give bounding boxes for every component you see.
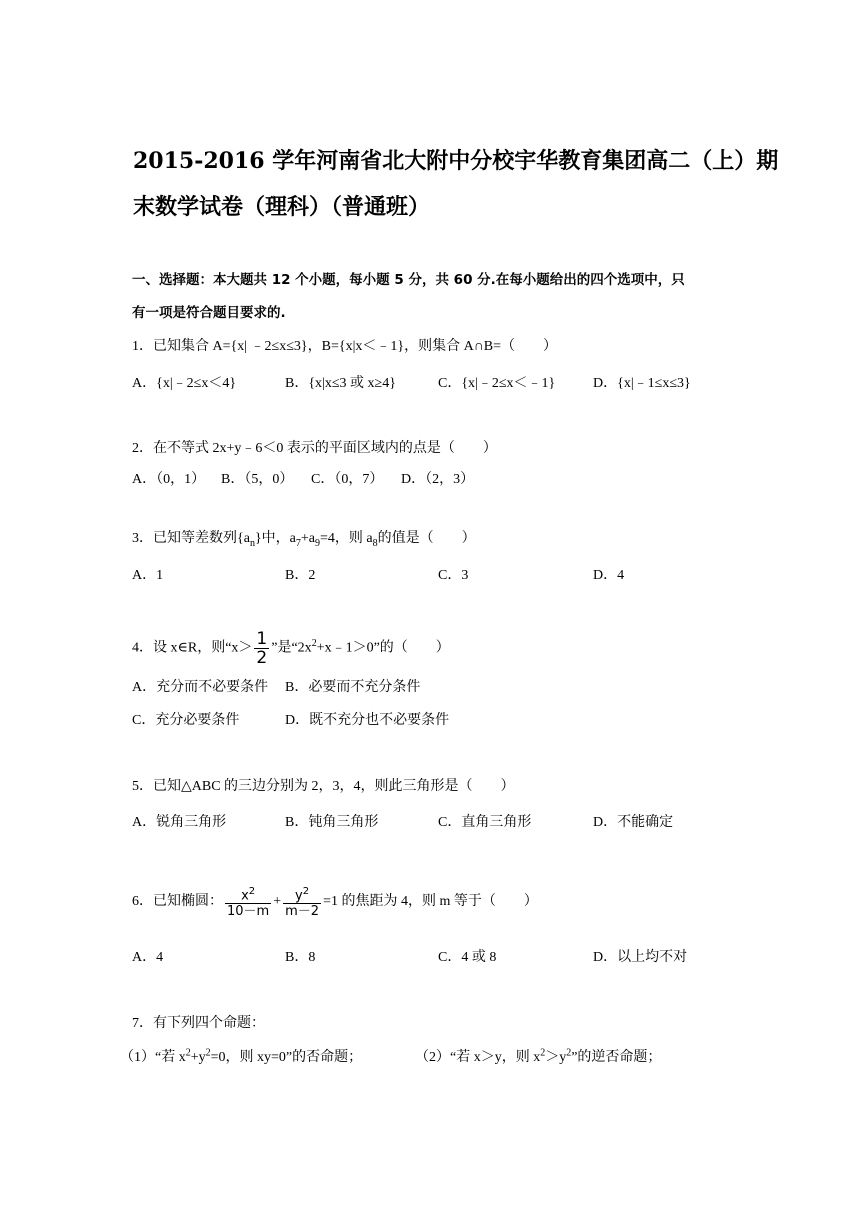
question-5-option-d: D．不能确定 [593, 815, 674, 830]
question-5-option-a: A．锐角三角形 [132, 815, 227, 830]
question-7-proposition-1: （1）“若 $x^2+y^2=0$，则 xy=0”的否命题； [120, 1047, 363, 1065]
section-heading-line-2: 有一项是符合题目要求的. [132, 305, 286, 321]
question-1-option-a: A．{x|﹣2≤x＜4} [132, 376, 237, 391]
question-7-proposition-2: （2）“若 x＞y，则 $x^2>y^2$”的逆否命题； [415, 1047, 662, 1065]
question-2-option-a: A．（0，1） [132, 472, 206, 487]
question-4-option-b: B．必要而不充分条件 [285, 680, 421, 695]
question-5-stem: 5．已知△ABC 的三边分别为 2，3，4，则此三角形是（ ） [132, 779, 515, 794]
question-3-option-b: B．2 [285, 568, 316, 583]
question-3-stem: 3．已知等差数列$\{a_n\}$中，$a_7+a_9=4$，则 $a_8$的值是（ ） [132, 531, 476, 549]
question-5-option-c: C．直角三角形 [438, 815, 532, 830]
question-1-option-b: B．{x|x≤3 或 x≥4} [285, 376, 396, 391]
question-4-option-a: A．充分而不必要条件 [132, 680, 269, 695]
fraction-x-squared: $\frac{x^2}{10-m}$ [227, 886, 270, 920]
question-2-option-d: D．（2，3） [401, 472, 475, 487]
fraction-y-squared: $\frac{y^2}{m-2}$ [285, 886, 320, 920]
exam-title [133, 138, 779, 230]
question-7-stem: 7．有下列四个命题： [132, 1016, 265, 1031]
question-5-option-b: B．钝角三角形 [285, 815, 379, 830]
question-3-option-a: A．1 [132, 568, 164, 583]
question-6-stem: 6．已知椭圆： $\frac{x^2}{10-m}$ + $\frac{y^2}{m-2}$ =1 的焦距为 4，则 m 等于（ ） [132, 886, 538, 920]
question-3-option-c: C．3 [438, 568, 469, 583]
fraction-one-half: $\frac{1}{2}$ [256, 628, 268, 668]
question-4-option-c: C．充分必要条件 [132, 713, 240, 728]
section-heading-line-1: 一、选择题：本大题共 12 个小题，每小题 5 分，共 60 分.在每小题给出的四个选项中，只 [132, 272, 685, 288]
question-2-option-b: B．（5，0） [221, 472, 294, 487]
question-6-option-d: D．以上均不对 [593, 950, 688, 965]
question-4-stem: 4．设 x∈R，则“x＞ $\frac{1}{2}$ ”是“$2x^2+x﹣1>0$”的（ ） [132, 628, 450, 668]
question-6-option-a: A．4 [132, 950, 164, 965]
question-2-stem: 2．在不等式 2x+y﹣6＜0 表示的平面区域内的点是（ ） [132, 441, 497, 456]
question-1-option-d: D．{x|﹣1≤x≤3} [593, 376, 691, 391]
question-6-option-c: C．4 或 8 [438, 950, 497, 965]
question-6-option-b: B．8 [285, 950, 316, 965]
question-2-option-c: C．（0，7） [311, 472, 384, 487]
question-4-option-d: D．既不充分也不必要条件 [285, 713, 450, 728]
question-1-stem: 1．已知集合 A={x| ﹣2≤x≤3}，B={x|x＜﹣1}，则集合 A∩B=（ ） [132, 339, 558, 354]
question-1-option-c: C．{x|﹣2≤x＜﹣1} [438, 376, 556, 391]
question-3-option-d: D．4 [593, 568, 625, 583]
title-line-2: 末数学试卷（理科）（普通班） [133, 194, 431, 220]
title-line-1: 2015-2016 学年河南省北大附中分校宇华教育集团高二（上）期 [133, 148, 779, 174]
